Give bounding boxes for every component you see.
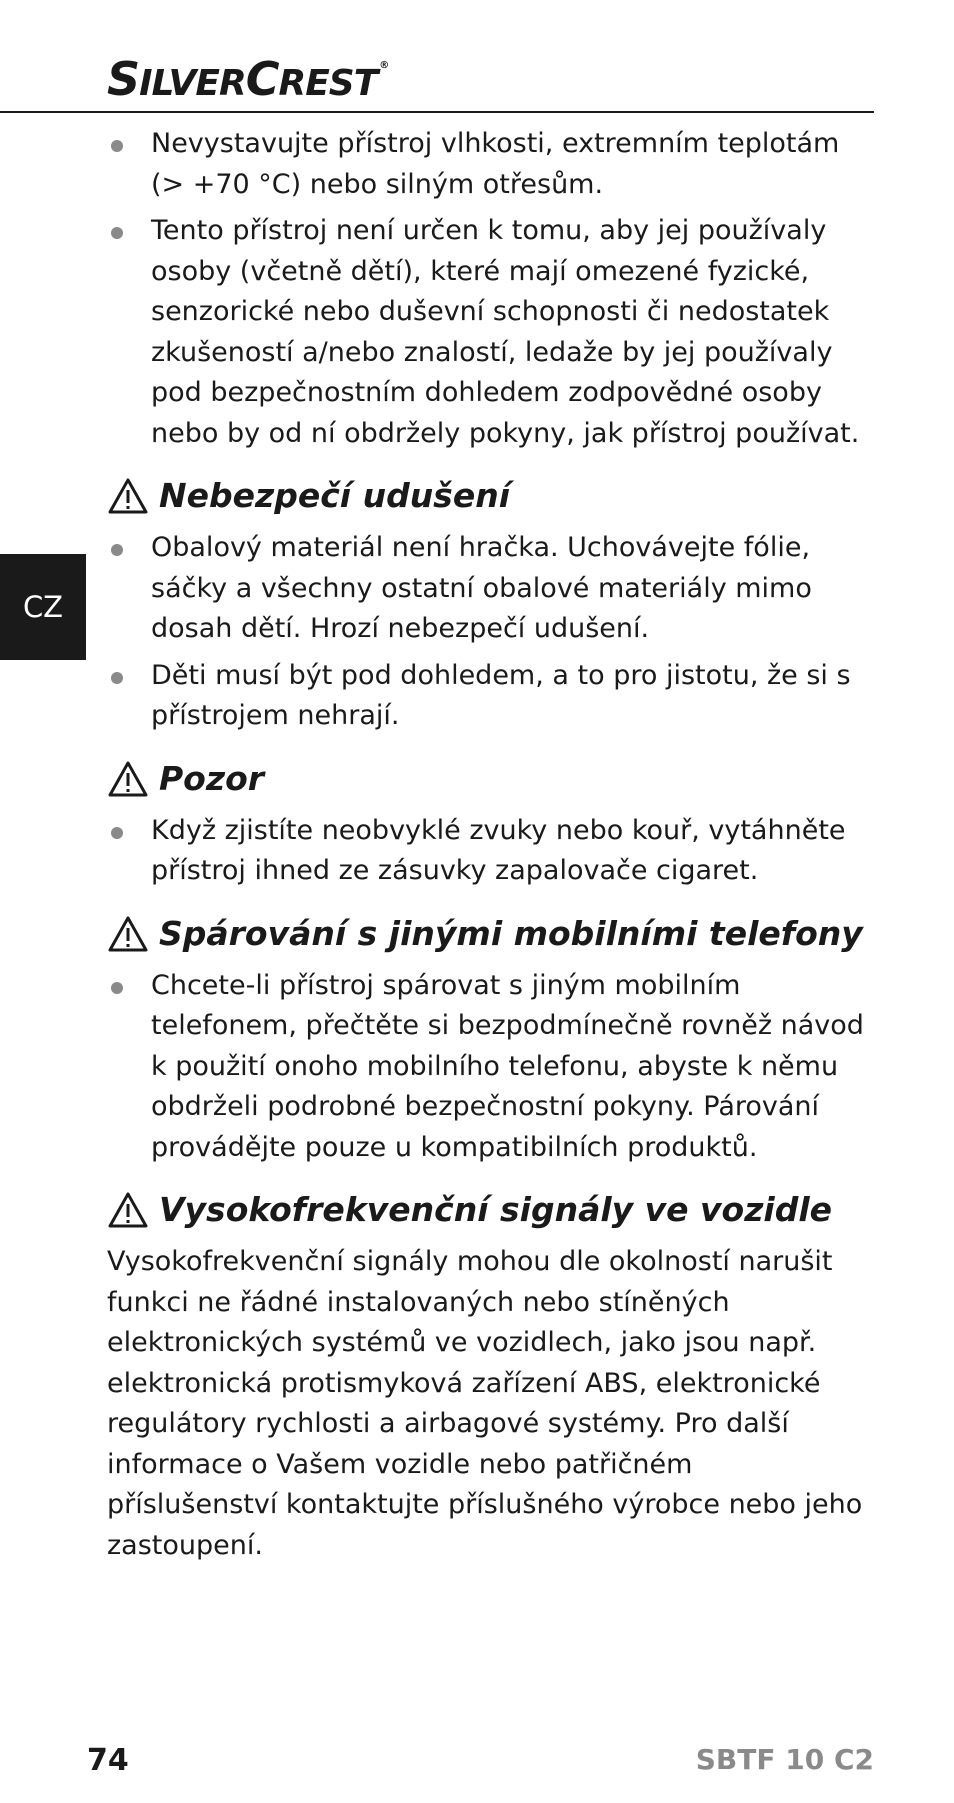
language-tab: CZ xyxy=(0,554,86,660)
warning-icon xyxy=(107,760,149,798)
bullet-dot xyxy=(111,827,123,839)
header-rule xyxy=(0,111,874,113)
section-heading: Spárování s jinými mobilními telefony xyxy=(107,914,867,954)
section-heading: Pozor xyxy=(107,759,867,799)
section-heading: Vysokofrekvenční signály ve vozidle xyxy=(107,1190,867,1230)
silvercrest-logo: SILVERCREST ® xyxy=(107,52,389,106)
warning-icon xyxy=(107,1191,149,1229)
bullet-dot xyxy=(111,544,123,556)
list-item: Děti musí být pod dohledem, a to pro jistotu, že si s přístrojem nehrají. xyxy=(107,656,867,737)
body-paragraph: Vysokofrekvenční signály mohou dle okolností narušit funkci ne řádné instalovaných nebo stíněných elektronických systémů ve vozidlech, jako jsou např. elektronická protismyková zařízení ABS, elektronické regulátory rychlosti a airbagové systémy. Pro další informace o Vašem vozidle nebo patřičném příslušenství kontaktujte příslušného výrobce nebo jeho zastoupení. xyxy=(107,1246,863,1561)
model-number: SBTF 10 C2 xyxy=(695,1743,874,1776)
section-heading: Nebezpečí udušení xyxy=(107,476,867,516)
bullet-dot xyxy=(111,672,123,684)
bullet-dot xyxy=(111,140,123,152)
main-content xyxy=(107,124,867,1566)
list-item: Obalový materiál není hračka. Uchovávejte fólie, sáčky a všechny ostatní obalové materiály mimo dosah dětí. Hrozí nebezpečí udušení. xyxy=(107,528,867,650)
list-item: Chcete-li přístroj spárovat s jiným mobilním telefonem, přečtěte si bezpodmínečně rovněž návod k použití onoho mobilního telefonu, abyste k němu obdrželi podrobné bezpečnostní pokyny. Párování provádějte pouze u kompatibilních produktů. xyxy=(107,966,867,1169)
page-number: 74 xyxy=(87,1743,129,1778)
bullet-dot xyxy=(111,982,123,994)
list-item: Když zjistíte neobvyklé zvuky nebo kouř, vytáhněte přístroj ihned ze zásuvky zapalovače cigaret. xyxy=(107,811,867,892)
list-item: Nevystavujte přístroj vlhkosti, extremním teplotám (> +70 °C) nebo silným otřesům. xyxy=(107,124,867,205)
bullet-dot xyxy=(111,227,123,239)
list-item: Tento přístroj není určen k tomu, aby jej používaly osoby (včetně dětí), které mají omezené fyzické, senzorické nebo duševní schopnosti či nedostatek zkušeností a/nebo znalostí, ledaže by jej používaly pod bezpečnostním dohledem zodpovědné osoby nebo by od ní obdržely pokyny, jak přístroj používat. xyxy=(107,211,867,454)
warning-icon xyxy=(107,477,149,515)
warning-icon xyxy=(107,915,149,953)
